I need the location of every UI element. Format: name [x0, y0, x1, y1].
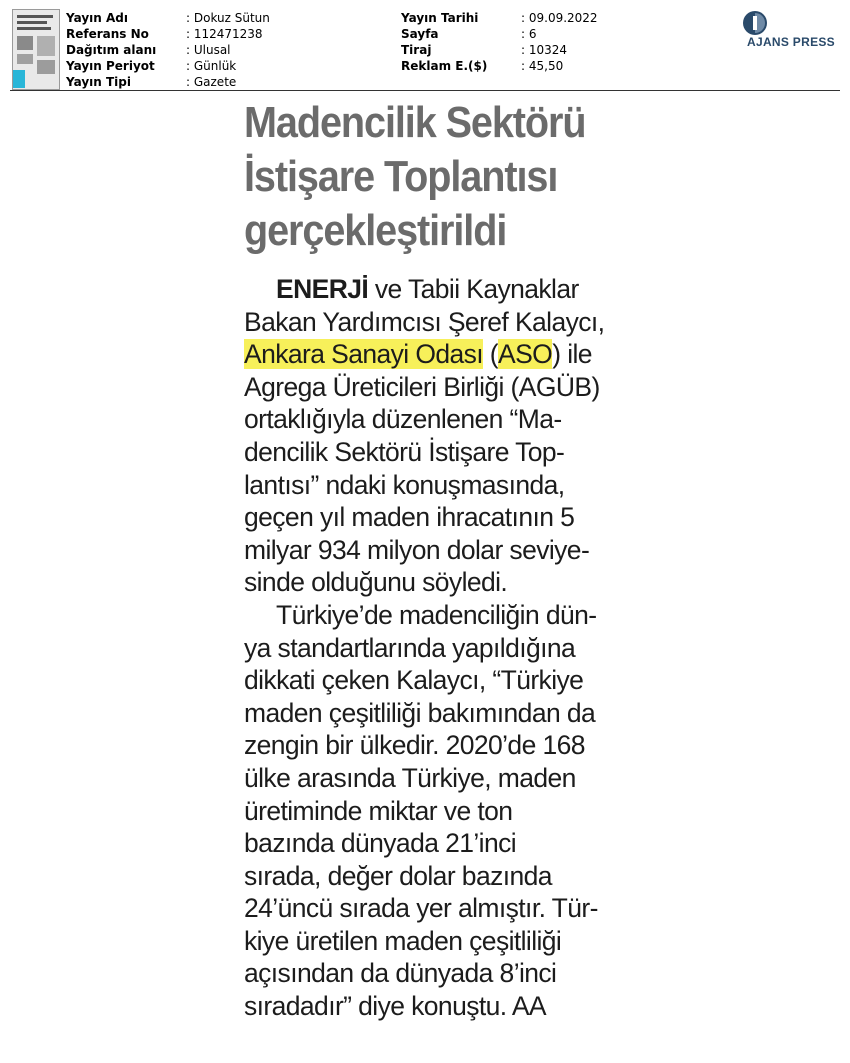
body-line: üretiminde miktar ve ton	[244, 795, 513, 826]
meta-value: : 112471238	[186, 27, 263, 41]
meta-label: Tiraj	[401, 43, 432, 57]
meta-row-type	[66, 74, 270, 90]
header-divider	[10, 90, 840, 91]
meta-label: Yayın Tipi	[66, 75, 131, 89]
meta-row-date	[401, 10, 598, 26]
meta-label: Referans No	[66, 27, 149, 41]
meta-row-page	[401, 26, 598, 42]
publication-meta-right	[401, 10, 598, 74]
body-line: 24’üncü sırada yer almıştır. Tür-	[244, 893, 598, 924]
publication-meta-left	[66, 10, 270, 90]
meta-value: : Ulusal	[186, 43, 231, 57]
body-line: maden çeşitliliği bakımından da	[244, 697, 596, 728]
body-line: ortaklığıyla düzenlenen “Ma-	[244, 404, 562, 435]
body-line: sırada, değer dolar bazında	[244, 860, 552, 891]
ajans-press-logo	[742, 10, 842, 50]
body-line: açısından da dünyada 8’inci	[244, 958, 557, 989]
body-line: geçen yıl maden ihracatının 5	[244, 502, 575, 533]
meta-label: Dağıtım alanı	[66, 43, 157, 57]
meta-row-circulation	[401, 42, 598, 58]
meta-label: Reklam E.($)	[401, 59, 488, 73]
headline-line: Madencilik Sektörü	[244, 98, 586, 147]
meta-value: : 09.09.2022	[521, 11, 598, 25]
highlight-ankara-sanayi-odasi: Ankara Sanayi Odası	[244, 339, 484, 370]
meta-row-period	[66, 58, 270, 74]
meta-value: : Dokuz Sütun	[186, 11, 270, 25]
body-line: Agrega Üreticileri Birliği (AGÜB)	[244, 371, 600, 402]
article-headline	[244, 96, 622, 258]
highlight-aso: ASO	[498, 339, 553, 370]
meta-value: : Gazete	[186, 75, 237, 89]
body-line: dikkati çeken Kalaycı, “Türkiye	[244, 665, 584, 696]
body-line: sıradadır” diye konuştu. AA	[244, 991, 546, 1022]
body-line	[244, 273, 664, 306]
body-line: dencilik Sektörü İstişare Top-	[244, 436, 565, 467]
logo-text: AJANS PRESS	[747, 35, 835, 49]
meta-value: : 6	[521, 27, 537, 41]
page-thumbnail[interactable]	[12, 9, 60, 90]
body-line: ya standartlarında yapıldığına	[244, 632, 576, 663]
meta-label: Yayın Periyot	[66, 59, 155, 73]
meta-value: : 10324	[521, 43, 568, 57]
body-line: kiye üretilen maden çeşitliliği	[244, 925, 562, 956]
body-line: zengin bir ülkedir. 2020’de 168	[244, 730, 585, 761]
body-line: milyar 934 milyon dolar seviye-	[244, 534, 590, 565]
body-line: bazında dünyada 21’inci	[244, 828, 517, 859]
body-text: (	[483, 339, 499, 370]
meta-row-publication-name	[66, 10, 270, 26]
body-line: lantısı” ndaki konuşmasında,	[244, 469, 565, 500]
body-line: Türkiye’de madenciliğin dün-	[276, 599, 597, 630]
lead-word: ENERJİ	[276, 274, 369, 304]
body-line: sinde olduğunu söyledi.	[244, 567, 508, 598]
meta-value: : 45,50	[521, 59, 564, 73]
meta-value: : Günlük	[186, 59, 237, 73]
meta-row-distribution	[66, 42, 270, 58]
meta-row-reference-no	[66, 26, 270, 42]
body-line: Bakan Yardımcısı Şeref Kalaycı,	[244, 306, 605, 337]
ajans-press-logo-icon	[742, 10, 768, 36]
headline-line: İstişare Toplantısı	[244, 152, 558, 201]
body-text: ve Tabii Kaynaklar	[368, 274, 579, 304]
body-line	[244, 338, 664, 371]
meta-row-ad-value	[401, 58, 598, 74]
meta-label: Sayfa	[401, 27, 439, 41]
meta-label: Yayın Adı	[66, 11, 128, 25]
body-text: ) ile	[552, 339, 592, 370]
meta-label: Yayın Tarihi	[401, 11, 479, 25]
headline-line: gerçekleştirildi	[244, 206, 507, 255]
article-body	[244, 273, 664, 1023]
body-line: ülke arasında Türkiye, maden	[244, 762, 576, 793]
